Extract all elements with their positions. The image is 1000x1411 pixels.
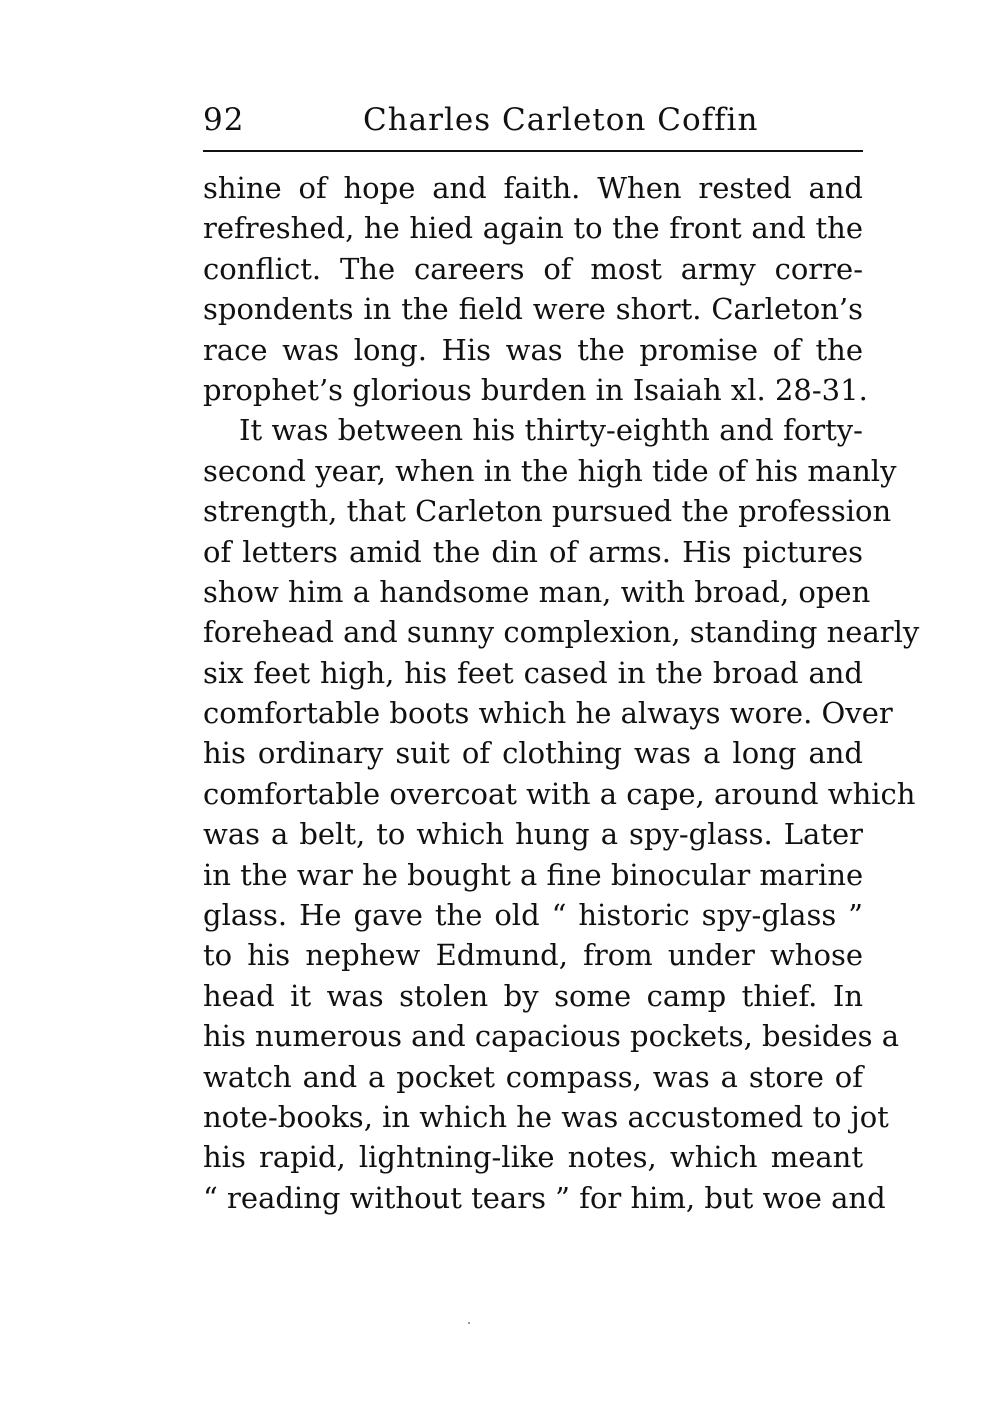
text-line: in the war he bought a fine binocular marine xyxy=(203,857,864,892)
text-line: conflict. The careers of most army corre- xyxy=(203,251,863,286)
text-line: strength, that Carleton pursued the profession xyxy=(203,494,892,529)
print-speck xyxy=(468,1322,470,1324)
running-title: Charles Carleton Coffin xyxy=(363,102,759,138)
text-line: note-books, in which he was accustomed to jot xyxy=(203,1099,889,1134)
text-line: “ reading without tears ” for him, but woe and xyxy=(203,1180,886,1215)
page-number: 92 xyxy=(203,102,245,138)
text-line: watch and a pocket compass, was a store of xyxy=(203,1059,863,1094)
text-line-paragraph-start: It was between his thirty-eighth and forty- xyxy=(239,413,863,448)
text-line: was a belt, to which hung a spy-glass. Later xyxy=(203,817,863,852)
text-line: spondents in the field were short. Carleton’s xyxy=(203,292,863,327)
text-line: of letters amid the din of arms. His pictures xyxy=(203,534,863,569)
text-line: his ordinary suit of clothing was a long and xyxy=(203,736,863,771)
running-head xyxy=(203,98,863,142)
text-line: his rapid, lightning-like notes, which meant xyxy=(203,1140,863,1175)
text-line: comfortable overcoat with a cape, around which xyxy=(203,776,916,811)
header-rule xyxy=(203,150,863,152)
text-line: second year, when in the high tide of his manly xyxy=(203,453,897,488)
text-line: glass. He gave the old “ historic spy-glass ” xyxy=(203,898,863,933)
text-line: forehead and sunny complexion, standing nearly xyxy=(203,615,920,650)
text-line: race was long. His was the promise of the xyxy=(203,332,863,367)
text-line: six feet high, his feet cased in the broad and xyxy=(203,655,863,690)
text-line: comfortable boots which he always wore. Over xyxy=(203,696,893,731)
text-line: head it was stolen by some camp thief. In xyxy=(203,978,863,1013)
text-line: prophet’s glorious burden in Isaiah xl. 28-31. xyxy=(203,372,868,407)
text-line: refreshed, he hied again to the front and the xyxy=(203,211,863,246)
text-line: shine of hope and faith. When rested and xyxy=(203,171,863,205)
text-line: his numerous and capacious pockets, besides a xyxy=(203,1019,900,1054)
text-line: to his nephew Edmund, from under whose xyxy=(203,938,863,973)
text-line: show him a handsome man, with broad, open xyxy=(203,574,871,609)
body-text xyxy=(203,168,920,1218)
